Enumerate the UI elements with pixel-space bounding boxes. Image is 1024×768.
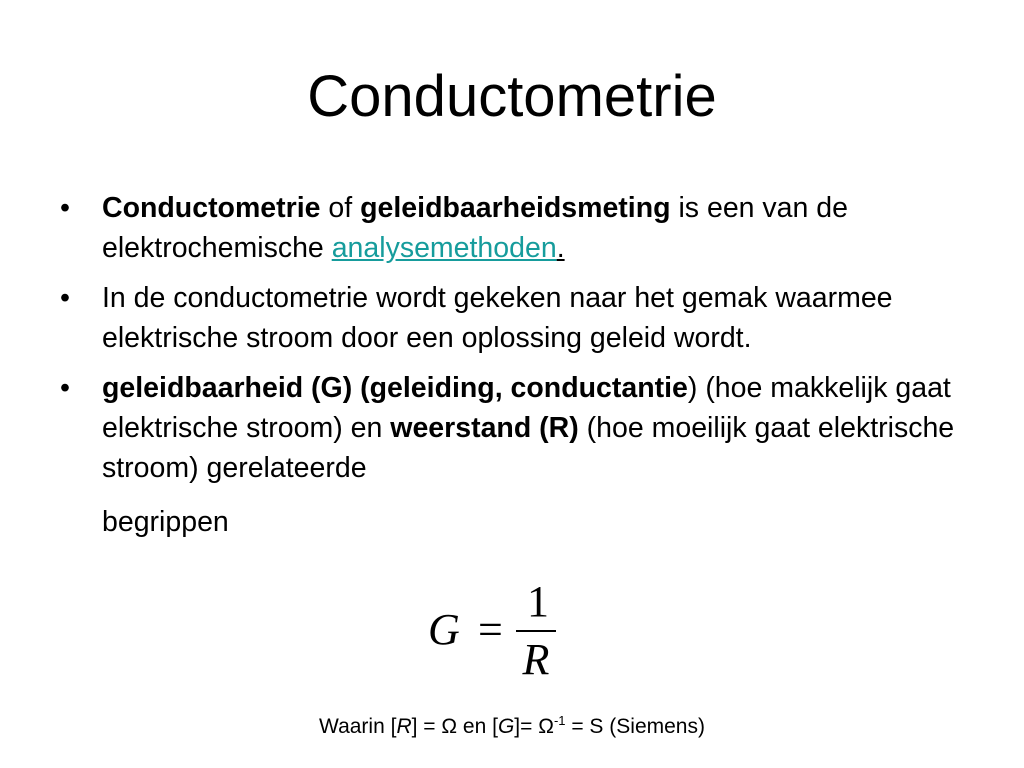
bullet-text: In de conductometrie wordt gekeken naar het gemak waarmee elektrische stroom door een oplossing geleid wordt.	[102, 282, 893, 354]
term-geleidbaarheidsmeting: geleidbaarheidsmeting	[360, 192, 671, 224]
bullet-marker: •	[60, 282, 70, 314]
term-weerstand: weerstand (R)	[390, 412, 579, 444]
term-geleidbaarheid: geleidbaarheid (G) (geleiding, conductantie	[102, 372, 688, 404]
note-text: ] = Ω en [	[411, 715, 498, 738]
bullet-text-last-line: begrippen	[102, 506, 229, 538]
analysemethoden-link[interactable]: analysemethoden	[331, 232, 557, 264]
bullet-list	[60, 188, 960, 552]
formula-g-equals-one-over-r	[420, 576, 600, 686]
bullet-period: .	[556, 232, 565, 264]
note-g: G	[497, 715, 515, 738]
units-note	[0, 713, 1024, 741]
bullet-marker: •	[60, 372, 70, 404]
formula-lhs: G	[428, 605, 460, 654]
note-text: ]= Ω	[514, 715, 554, 738]
bullet-item-description	[60, 278, 960, 358]
bullet-marker: •	[60, 192, 70, 224]
bullet-text: (hoe moeilijk gaat elektrische stroom) gerelateerde	[102, 412, 955, 484]
formula-denominator: R	[522, 635, 550, 684]
bullet-item-terms	[60, 368, 960, 542]
note-text: Waarin [	[319, 715, 397, 738]
formula-equals: =	[478, 605, 503, 654]
formula-numerator: 1	[527, 577, 549, 626]
fraction-bar	[516, 630, 556, 632]
bullet-text: ) (hoe makkelijk gaat elektrische stroom) en	[102, 372, 951, 444]
slide-title: Conductometrie	[307, 64, 717, 129]
note-text: = S (Siemens)	[565, 715, 705, 738]
note-superscript: -1	[553, 713, 566, 728]
note-r: R	[396, 715, 412, 738]
bullet-text: of	[320, 192, 361, 224]
bullet-text: is een van de elektrochemische	[102, 192, 849, 264]
bullet-item-definition	[60, 188, 960, 268]
term-conductometrie: Conductometrie	[102, 192, 321, 224]
